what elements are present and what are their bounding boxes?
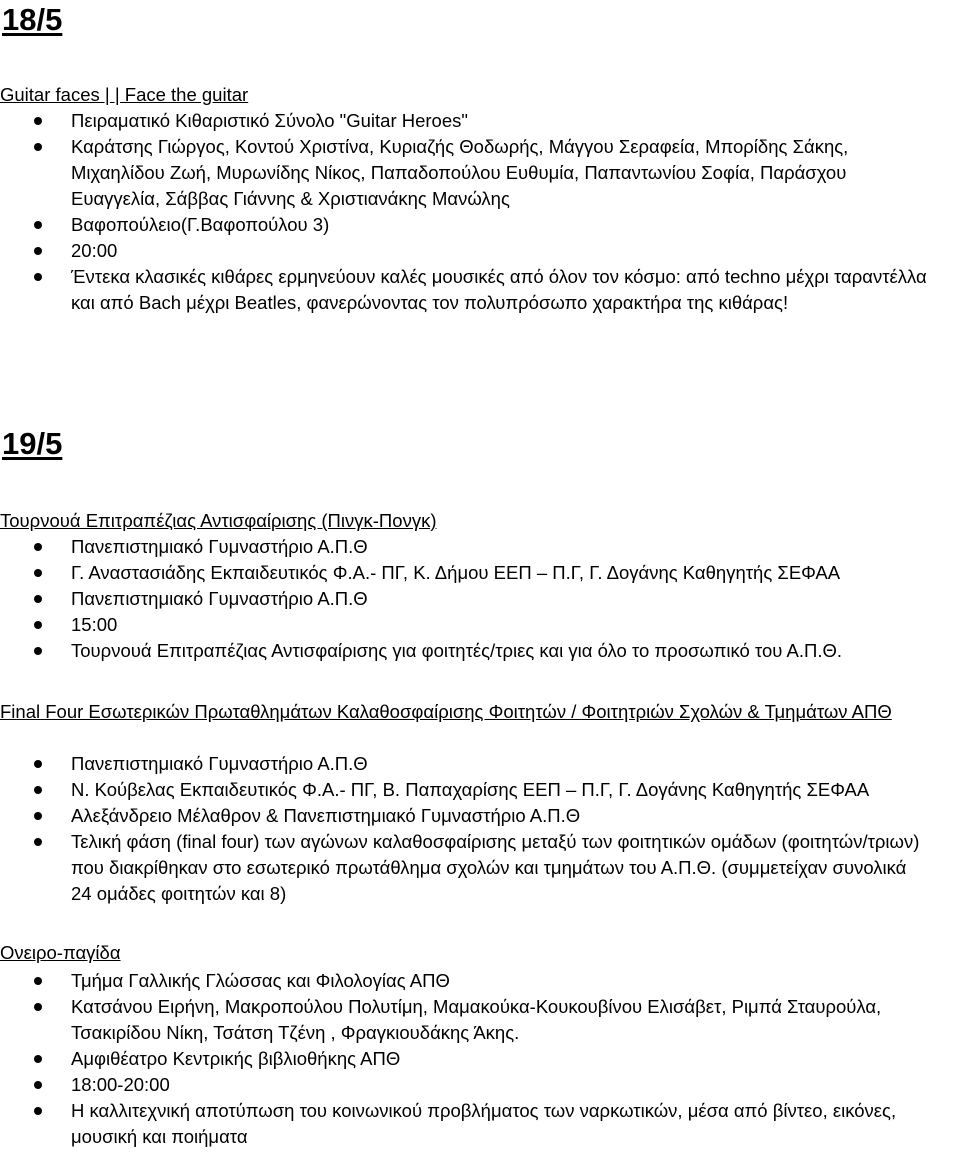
event-details-list (0, 534, 960, 664)
list-item: Πειραματικό Κιθαριστικό Σύνολο "Guitar Heroes" (0, 108, 931, 134)
date-heading: 19/5 (2, 426, 63, 461)
list-item: Πανεπιστημιακό Γυμναστήριο Α.Π.Θ (0, 751, 931, 777)
list-item: Βαφοπούλειο(Γ.Βαφοπούλου 3) (0, 212, 931, 238)
list-item: Τελική φάση (final four) των αγώνων καλαθοσφαίρισης μεταξύ των φοιτητικών ομάδων (φοιτητών/τριων) που διακρίθηκαν στο εσωτερικό πρωτάθλημα σχολών και τμημάτων του Α.Π.Θ. (συμμετείχαν συνολικά 24 ομάδες φοιτητών και 8) (0, 829, 931, 907)
list-item: 18:00-20:00 (0, 1072, 931, 1098)
list-item: 15:00 (0, 612, 931, 638)
list-item: Έντεκα κλασικές κιθάρες ερμηνεύουν καλές μουσικές από όλον τον κόσμο: από techno μέχρι ταραντέλλα και από Bach μέχρι Beatles, φανερώνοντας τον πολυπρόσωπο χαρακτήρα της κιθάρας! (0, 264, 931, 316)
event-title: Τουρνουά Επιτραπέζιας Αντισφαίρισης (Πινγκ-Πονγκ) (0, 510, 437, 531)
list-item: Αμφιθέατρο Κεντρικής βιβλιοθήκης ΑΠΘ (0, 1046, 931, 1072)
list-item: Κατσάνου Ειρήνη, Μακροπούλου Πολυτίμη, Μαμακούκα-Κουκουβίνου Ελισάβετ, Ριμπά Σταυρούλα, Τσακιρίδου Νίκη, Τσάτση Τζένη , Φραγκιουδάκης Άκης. (0, 994, 931, 1046)
date-heading: 18/5 (2, 2, 63, 37)
list-item: Τμήμα Γαλλικής Γλώσσας και Φιλολογίας ΑΠΘ (0, 968, 931, 994)
list-item: Η καλλιτεχνική αποτύπωση του κοινωνικού προβλήματος των ναρκωτικών, μέσα από βίντεο, εικόνες, μουσική και ποιήματα (0, 1098, 931, 1150)
list-item: Γ. Αναστασιάδης Εκπαιδευτικός Φ.Α.- ΠΓ, Κ. Δήμου ΕΕΠ – Π.Γ, Γ. Δογάνης Καθηγητής ΣΕΦΑΑ (0, 560, 931, 586)
event-title: Final Four Εσωτερικών Πρωταθλημάτων Καλαθοσφαίρισης Φοιτητών / Φοιτητριών Σχολών & Τμημάτων ΑΠΘ (0, 701, 892, 722)
list-item: Πανεπιστημιακό Γυμναστήριο Α.Π.Θ (0, 534, 931, 560)
list-item: Τουρνουά Επιτραπέζιας Αντισφαίρισης για φοιτητές/τριες και για όλο το προσωπικό του Α.Π.Θ. (0, 638, 931, 664)
event-details-list (0, 968, 960, 1150)
list-item: Ν. Κούβελας Εκπαιδευτικός Φ.Α.- ΠΓ, Β. Παπαχαρίσης ΕΕΠ – Π.Γ, Γ. Δογάνης Καθηγητής ΣΕΦΑΑ (0, 777, 931, 803)
event-title: Ονειρο-παγίδα (0, 942, 121, 963)
event-details-list (0, 108, 960, 316)
list-item: Πανεπιστημιακό Γυμναστήριο Α.Π.Θ (0, 586, 931, 612)
event-title: Guitar faces | | Face the guitar (0, 84, 249, 105)
list-item: 20:00 (0, 238, 931, 264)
event-details-list (0, 751, 960, 907)
list-item: Καράτσης Γιώργος, Κοντού Χριστίνα, Κυριαζής Θοδωρής, Μάγγου Σεραφεία, Μπορίδης Σάκης, Μιχαηλίδου Ζωή, Μυρωνίδης Νίκος, Παπαδοπούλου Ευθυμία, Παπαντωνίου Σοφία, Παράσχου Ευαγγελία, Σάββας Γιάννης & Χριστιανάκης Μανώλης (0, 134, 931, 212)
list-item: Αλεξάνδρειο Μέλαθρον & Πανεπιστημιακό Γυμναστήριο Α.Π.Θ (0, 803, 931, 829)
